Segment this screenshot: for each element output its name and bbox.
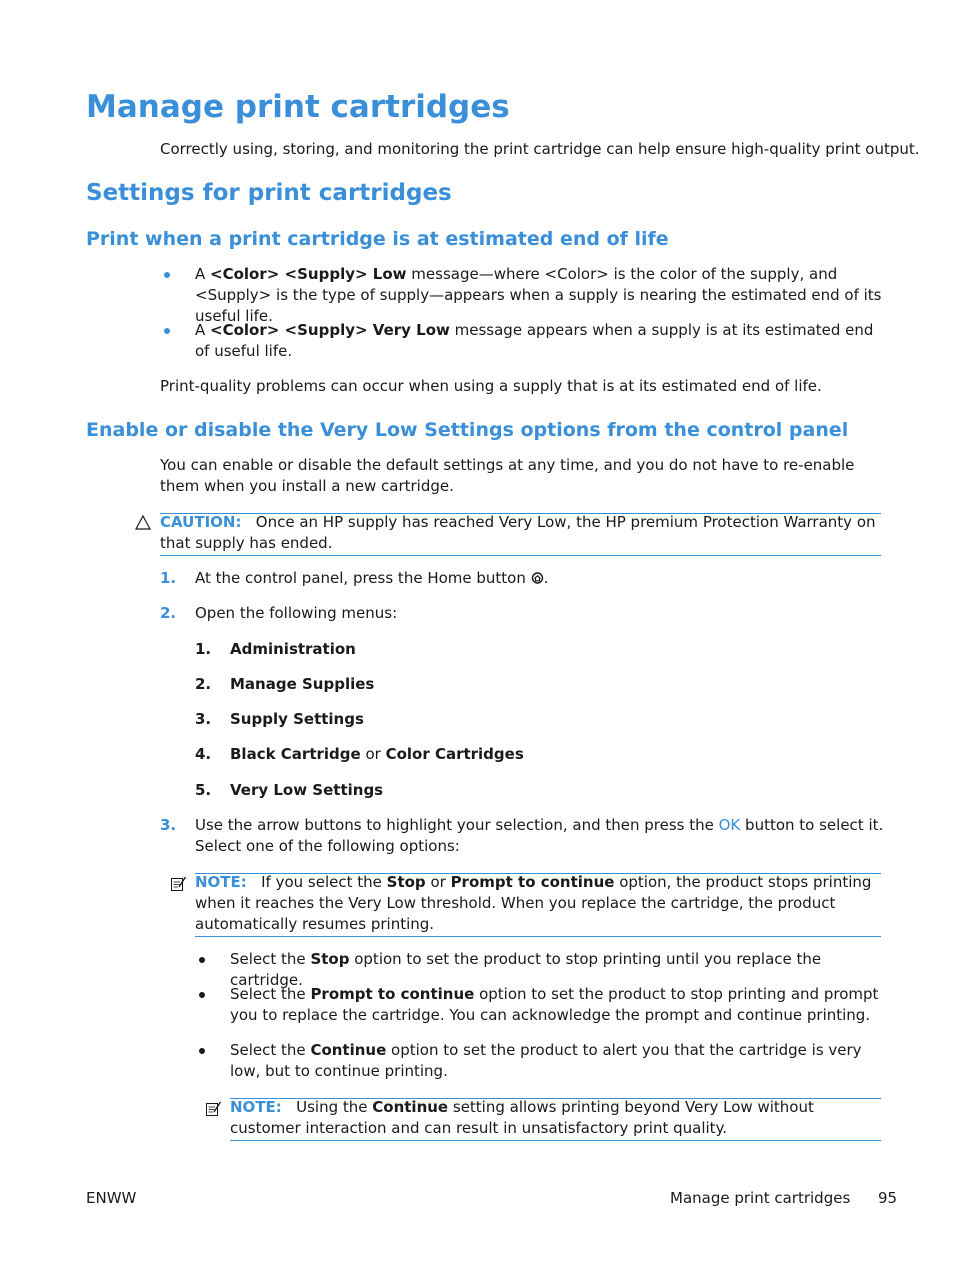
- menu-number: 5.: [195, 781, 212, 799]
- menu-item-manage-supplies: Manage Supplies: [230, 675, 375, 693]
- option-continue: Select the Continue option to set the product to alert you that the cartridge is very low, but to continue printing.: [230, 1041, 862, 1080]
- home-button-icon: [531, 572, 544, 584]
- menu-number: 1.: [195, 640, 212, 658]
- menu-item-administration: Administration: [230, 640, 356, 658]
- bullet-very-low-message: A <Color> <Supply> Very Low message appears when a supply is at its estimated end of useful life.: [195, 321, 874, 360]
- menu-item-cartridge: Black Cartridge or Color Cartridges: [230, 745, 524, 763]
- note-stop-prompt: NOTE: If you select the Stop or Prompt to continue option, the product stops printing when it reaches the Very Low threshold. When you replace the cartridge, the product automatically resumes printing.: [195, 873, 872, 933]
- bullet-icon: [164, 272, 170, 278]
- step-number: 1.: [160, 569, 177, 587]
- note-pad-icon: [205, 1100, 222, 1117]
- option-prompt-to-continue: Select the Prompt to continue option to set the product to stop printing and prompt you to replace the cartridge. You can acknowledge the prompt and continue printing.: [230, 985, 879, 1024]
- bullet-icon: [199, 992, 205, 998]
- caution-bottom-rule: [160, 555, 881, 556]
- step-3-text: Use the arrow buttons to highlight your selection, and then press the OK button to select it. Select one of the following options:: [195, 816, 884, 855]
- footer-title: Manage print cartridges: [670, 1189, 851, 1207]
- menu-item-very-low-settings: Very Low Settings: [230, 781, 384, 799]
- note-pad-icon: [170, 875, 187, 892]
- caution-triangle-icon: [135, 515, 151, 530]
- bullet-icon: [164, 328, 170, 334]
- bullet-icon: [199, 957, 205, 963]
- menu-number: 4.: [195, 745, 212, 763]
- subsection-heading-very-low-settings: Enable or disable the Very Low Settings options from the control panel: [86, 419, 849, 441]
- note-bottom-rule: [230, 1140, 881, 1141]
- menu-item-supply-settings: Supply Settings: [230, 710, 364, 728]
- enable-disable-paragraph: You can enable or disable the default settings at any time, and you do not have to re-enable them when you install a new cartridge.: [160, 456, 855, 495]
- note-continue-setting: NOTE: Using the Continue setting allows printing beyond Very Low without customer interaction and can result in unsatisfactory print quality.: [230, 1098, 814, 1137]
- subsection-heading-end-of-life: Print when a print cartridge is at estimated end of life: [86, 228, 669, 250]
- note-bottom-rule: [195, 936, 881, 937]
- page-title: Manage print cartridges: [86, 89, 510, 125]
- footer-left: ENWW: [86, 1189, 137, 1207]
- caution-message: CAUTION: Once an HP supply has reached Very Low, the HP premium Protection Warranty on that supply has ended.: [160, 513, 876, 552]
- menu-number: 2.: [195, 675, 212, 693]
- bullet-icon: [199, 1048, 205, 1054]
- option-stop: Select the Stop option to set the product to stop printing until you replace the cartridge.: [230, 950, 822, 989]
- step-2-text: Open the following menus:: [195, 604, 398, 622]
- intro-paragraph: Correctly using, storing, and monitoring the print cartridge can help ensure high-quality print output.: [160, 140, 920, 158]
- step-number: 3.: [160, 816, 177, 834]
- print-quality-paragraph: Print-quality problems can occur when using a supply that is at its estimated end of life.: [160, 377, 822, 395]
- step-1-text: At the control panel, press the Home button .: [195, 569, 549, 587]
- step-number: 2.: [160, 604, 177, 622]
- menu-number: 3.: [195, 710, 212, 728]
- page-number: 95: [878, 1189, 898, 1207]
- bullet-low-message: A <Color> <Supply> Low message—where <Color> is the color of the supply, and <Supply> is the type of supply—appears when a supply is nearing the estimated end of its useful life.: [195, 265, 882, 325]
- section-heading: Settings for print cartridges: [86, 180, 452, 206]
